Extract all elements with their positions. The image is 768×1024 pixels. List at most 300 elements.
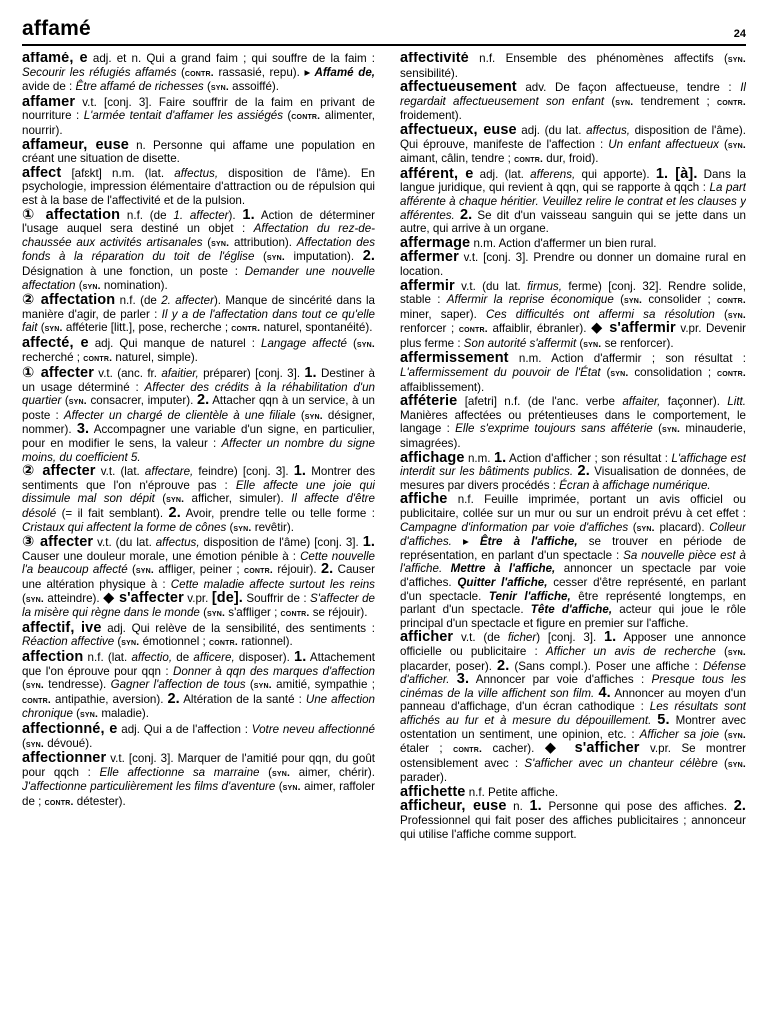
italic-example: Litt. [727,395,746,409]
definition-text: minauderie, simagrées). [400,422,746,451]
italic-example: Son autorité s'affermit [463,336,577,350]
italic-example: affectare, [144,465,194,479]
definition-text: se réjouir). [309,606,368,620]
italic-example: Sa nouvelle pièce est à l'affiche. [400,548,746,576]
usage-abbrev: syn. [661,424,681,436]
definition-text: v.t. (du lat. [93,536,156,550]
entry-headword: affamer [22,93,76,110]
entry-headword: affectueux, euse [400,121,517,138]
definition-text: adj. Qui relève de la sensibilité, des sentiments : [101,621,375,635]
definition-text: [afetri] n.f. (de l'anc. verbe [457,395,623,409]
definition-text: adj. (lat. [473,167,531,181]
definition-text: placard). [654,520,710,534]
definition-text: placarder, poser). [400,659,498,673]
definition-text: ( [203,80,211,94]
definition-text: ( [176,65,185,79]
bold-text: 3. [456,671,470,688]
definition-text: ). Manque de sincérité dans la manière d'agir, de parler : [22,294,375,321]
definition-text: aimer, chérir). [290,765,375,779]
usage-abbrev: syn. [80,709,99,721]
definition-text: ( [22,736,26,750]
definition-text: n.f. Ensemble des phénomènes affectifs ( [468,52,728,65]
usage-abbrev: contr. [280,608,310,620]
definition-text: détester). [73,794,126,808]
italic-example: L'affermissement du pouvoir de l'État [400,366,601,380]
usage-abbrev: contr. [231,323,261,335]
usage-abbrev: contr. [291,111,321,123]
italic-example: Langage affecté [261,336,347,350]
bold-text: 1. [304,365,317,382]
usage-abbrev: syn. [271,767,291,779]
definition-text: Professionnel qui fait poser des affiches publicitaires ; annonceur qui utilise l'affiche comme support. [400,814,746,841]
definition-text: v.t. (du lat. [454,279,528,293]
definition-text: ( [347,336,357,350]
left-column [22,52,375,1008]
definition-text [442,562,451,575]
definition-text: adv. De façon affectueuse, tendre : [516,81,741,95]
definition-text: se trouver en période de représentation, en parlant d'un spectacle : [400,535,746,562]
definition-text: imputation). [284,250,363,264]
italic-example: Affermir la reprise économique [446,293,614,307]
dictionary-entry [400,251,746,278]
bold-text: ◆ s'affermir [591,320,676,337]
entry-headword: affermissement [400,350,509,367]
definition-text: ( [613,293,624,307]
entry-headword: affermage [400,234,471,251]
usage-abbrev: contr. [717,96,746,108]
bold-italic-phrase: ▸ Être à l'affiche, [462,535,578,549]
definition-text: Action d'afficher ; son résultat : [506,451,672,465]
italic-example: Affecter un nombre du signe moins, du coefficient 5. [22,437,375,464]
definition-text: de [172,650,194,664]
definition-text: ( [283,109,292,123]
definition-text: se renforcer). [601,336,674,350]
definition-text: aimant, câlin, tendre ; [400,152,515,166]
bold-text: 1. [604,629,617,646]
definition-text: Dans la langue juridique, qui revient à qqn, qui se rapporte à qqch : [400,167,746,195]
dictionary-entry [22,619,375,650]
usage-abbrev: syn. [266,252,285,264]
italic-example: S'afficher avec un chanteur célèbre [524,756,718,770]
bold-text: 1. [à]. [655,165,698,182]
definition-text: consolider ; [642,293,718,307]
definition-text: disposition de l'âme). En psychologie, impression élémentaire d'attraction ou de répulsion qui est à la base de l'affectivité et de la pulsion. [22,166,375,207]
definition-text: ( [254,250,267,264]
italic-example: Un enfant affectueux [608,137,719,151]
definition-text: atteindre). [43,591,104,605]
definition-text: ( [75,278,83,292]
italic-example: Donner à qqn des marques d'affection [172,664,375,678]
definition-text: ( [714,307,728,321]
bold-italic-phrase: Tenir l'affiche, [488,589,571,603]
dictionary-entry [400,395,746,450]
bold-text: [de]. [211,589,243,606]
usage-abbrev: contr. [717,368,746,380]
usage-abbrev: syn. [727,646,746,658]
italic-example: Réaction affective [22,635,115,649]
entry-headword: affichage [400,449,465,466]
usage-abbrev: syn. [727,729,746,741]
definition-text: n.f. (de [120,208,174,222]
entry-headword: affameur, euse [22,136,129,153]
definition-text: émotionnel ; [139,635,209,649]
definition-text: désigner, nommer). [22,408,375,437]
italic-example: L'armée tentait d'affamer les assiégés [83,109,284,123]
italic-example: Demander une nouvelle affectation [22,264,375,292]
usage-abbrev: contr. [514,154,544,166]
definition-text: ( [37,321,45,335]
definition-text: n.f. Petite affiche. [465,785,559,799]
definition-text: afficher, simuler). [184,492,292,506]
definition-text: Avoir, prendre telle ou telle forme : [180,507,375,520]
usage-abbrev: syn. [68,396,87,408]
usage-abbrev: contr. [83,353,113,365]
bold-text: 2. [167,690,180,707]
entry-headword: affect [22,164,62,181]
definition-text: amitié, sympathie ; [271,678,375,692]
italic-example: Ces difficultés ont affermi sa résolution [486,307,715,321]
definition-text: alimenter, nourrir). [22,109,375,137]
definition-text: ( [114,635,122,649]
entry-headword: afféterie [400,393,458,410]
definition-text: adj. Qui manque de naturel : [88,336,262,350]
entry-headword: affectif, ive [22,619,102,636]
usage-abbrev: syn. [253,680,272,692]
entry-headword: affiche [400,491,448,508]
bold-text: 2. [459,206,473,223]
definition-text: recherché ; [22,351,84,365]
definition-text: v.t. [conj. 3]. Faire souffrir de la faim en privant de nourriture : [22,95,375,123]
running-headword: affamé [22,17,91,40]
definition-text: n.m. Action d'affermer un bien rural. [470,236,657,250]
italic-example: Affectation du rez-de-chaussée aux activités artisanales [22,222,375,249]
definition-text: Annoncer par voie d'affiches : [469,673,652,687]
definition-text: n.f. Feuille imprimée, portant un avis officiel ou publicitaire, collée sur un mur ou sur un endroit prévu à cet effet : [400,493,746,520]
italic-example: Écran à affichage numérique. [559,478,711,492]
dictionary-entry [22,367,375,464]
definition-text: ( [72,707,81,721]
definition-text: affliger, peiner ; [153,563,244,577]
definition-text: adj. Qui a de l'affection : [117,722,252,736]
bold-text: 1. [529,798,542,815]
italic-example: ficher [507,631,537,645]
dictionary-entry [22,648,375,722]
definition-text: réjouir). [272,563,321,577]
italic-example: Campagne d'information par voie d'affiches [400,520,629,534]
bold-text: 1. [362,534,375,551]
definition-text: ( [628,520,637,534]
right-column [400,52,746,1008]
definition-text: façonner). [660,395,728,409]
definition-text: ). [228,208,243,222]
definition-text: ( [127,563,136,577]
definition-text: ( [295,408,305,422]
definition-text: n. [506,800,530,814]
italic-example: Colleur d'affiches. [400,520,746,549]
dictionary-entry [22,334,375,366]
usage-abbrev: syn. [727,54,746,65]
definition-text: adj. (du lat. [516,123,587,137]
usage-abbrev: contr. [717,295,746,307]
entry-headword: affermer [400,249,459,266]
italic-example: La part afférente à chaque héritier. Veuillez relire le contrat et les clauses y afférentes. [400,181,746,222]
italic-example: afficere, [193,650,235,664]
definition-text: ( [715,644,728,658]
usage-abbrev: syn. [282,782,301,794]
usage-abbrev: syn. [583,338,602,350]
italic-example: affectio, [131,650,173,664]
definition-text: v.pr. [183,591,212,605]
bold-italic-phrase: ▸ Affamé de, [304,65,375,79]
dictionary-entry [400,783,746,800]
bold-text: 2. [196,392,210,409]
bold-text: 3. [76,421,90,438]
definition-text: nomination). [100,278,168,292]
definition-text: ( [22,591,26,605]
entry-headword: afficheur, euse [400,798,507,815]
entry-headword: ③ affecter [22,534,94,551]
bold-text: 1. [293,463,307,480]
italic-example: Elle s'exprime toujours sans afféterie [455,422,653,436]
dictionary-entry [22,294,375,336]
entry-headword: ① affecter [22,365,94,382]
definition-text: Visualisation de données, de mesures par divers procédés : [400,465,746,492]
italic-example: Il affecte d'être désolé [22,492,375,520]
definition-text: v.pr. Devenir plus ferme : [400,322,746,350]
definition-text: antipathie, aversion). [50,692,168,706]
usage-abbrev: contr. [184,67,214,79]
italic-example: Affecter des crédits à la réhabilitation d'un quartier [22,380,375,408]
entry-headword: affection [22,648,84,665]
definition-text: [afɛkt] n.m. (lat. [61,166,175,180]
usage-abbrev: syn. [121,637,140,649]
definition-text: ( [61,394,69,408]
italic-example: Afficher sa joie [639,727,720,741]
definition-text: être représenté longtemps, en parlant d'un spectacle. [400,589,746,617]
italic-example: Cette maladie affecte surtout les reins [170,577,375,591]
definition-text: ( [202,235,212,249]
italic-example: J'affectionne particulièrement les films d'aventure [22,780,276,794]
dictionary-entry [22,465,375,535]
italic-example: Il regardait affectueusement son enfant [400,81,746,108]
definition-text: attribution). [229,235,297,249]
italic-example: L'affichage est interdit sur les bâtiments publics. [400,451,746,479]
definition-text: ( [245,678,254,692]
definition-text [449,673,456,686]
definition-text: ( [576,336,584,350]
definition-text: Montrer des sentiments que l'on n'éprouve pas : [22,465,375,492]
usage-abbrev: syn. [210,82,229,94]
definition-text: afféterie [litt.], pose, recherche ; [62,321,232,335]
entry-headword: affectionner [22,750,107,767]
dictionary-entry [400,52,746,80]
bold-italic-phrase: Mettre à l'affiche, [450,562,556,576]
definition-text: Action de déterminer l'usage auquel sera destiné un objet : [22,208,375,236]
dictionary-entry [22,536,375,621]
dictionary-entry [400,449,746,493]
italic-example: Presque tous les cinémas de la ville affichent son film. [400,673,746,700]
definition-text: cacher). [482,742,545,756]
definition-text: avide de : [22,80,76,94]
definition-text: consacrer, imputer). [86,394,197,408]
usage-abbrev: contr. [22,694,51,706]
usage-abbrev: contr. [453,744,483,756]
definition-text: ( [717,756,728,770]
definition-text: s'affliger ; [225,606,281,620]
entry-headword: ① affectation [22,206,121,223]
definition-text: affaiblir, ébranler). [487,322,592,336]
italic-example: Votre neveu affectionné [251,722,375,736]
bold-text: 2. [320,561,334,578]
definition-text: ( [199,606,207,620]
definition-text: ( [226,520,234,534]
bold-text: 4. [598,684,611,701]
definition-text: Personne qui pose des affiches. [541,800,734,814]
definition-text: Apposer une annonce officielle ou publicitaire : [400,631,746,658]
usage-abbrev: syn. [211,237,230,249]
usage-abbrev: syn. [25,738,44,750]
bold-italic-phrase: Quitter l'affiche, [457,575,548,589]
definition-text: (Sans compl.). Poser une affiche : [509,659,703,673]
entry-headword: affectivité [400,52,469,66]
entry-headword: affamé, e [22,52,88,66]
italic-example: afaitier, [161,367,199,381]
italic-example: Il y a de l'affectation dans tout ce qu'elle fait [22,307,375,335]
bold-text: ◆ s'afficher [544,740,640,757]
italic-example: Affectation des fonds à la réparation du toit de l'église [22,235,375,264]
usage-abbrev: syn. [233,522,252,534]
definition-text: Attachement que l'on éprouve pour qqn : [22,650,375,678]
definition-text: Causer une altération physique à : [22,563,375,591]
usage-abbrev: syn. [25,680,44,692]
definition-text: n.m. Action d'affermir ; son résultat : [508,352,746,366]
usage-abbrev: syn. [727,758,746,770]
entry-headword: affectueusement [400,79,517,96]
definition-text: n.f. (lat. [83,650,132,664]
italic-example: afferens, [530,167,576,181]
definition-text: disposition de l'âme) [conj. 3]. [199,536,363,550]
usage-abbrev: syn. [135,565,154,577]
italic-example: S'affecter de la misère qui règne dans le monde [22,591,375,620]
definition-text: affaiblissement). [400,380,485,394]
definition-text: ( [259,765,272,779]
dictionary-entry [22,206,375,294]
usage-abbrev: contr. [208,637,238,649]
italic-example: Gagner l'affection de tous [110,678,246,692]
usage-abbrev: syn. [615,96,634,108]
italic-example: affectus, [586,123,630,137]
usage-abbrev: syn. [25,593,44,605]
italic-example: Secourir les réfugiés affamés [22,65,177,79]
definition-text: préparer) [conj. 3]. [198,367,305,381]
italic-example: affectus, [155,536,200,550]
italic-example: 1. affecter [173,208,229,222]
definition-text: étaler ; [400,742,454,756]
definition-text: ( [275,780,283,794]
definition-text: v.pr. Se montrer ostensiblement avec : [400,742,746,770]
usage-abbrev: contr. [243,565,273,577]
italic-example: Cristaux qui affectent la forme de cônes [22,520,227,534]
definition-text: v.t. [conj. 3]. Marquer de l'amitié pour qqn, du goût pour qqch : [22,752,375,779]
definition-text: ( [652,422,662,436]
definition-text: miner, saper). [400,307,486,321]
dictionary-entry [400,277,746,352]
usage-abbrev: syn. [623,295,643,307]
definition-text: Désignation à une fonction, un poste : [22,264,245,278]
definition-text: annoncer un spectacle par voie d'affiches. [400,562,746,589]
definition-text: Attacher qqn à un service, à un poste : [22,394,375,422]
definition-text: cesser d'être représenté, en parlant d'un spectacle. [400,575,746,603]
dictionary-entry [400,121,746,167]
definition-text: n. Personne qui affame une population en créant une situation de disette. [22,138,375,166]
bold-text: ◆ s'affecter [103,589,184,606]
definition-text: tendresse). [43,678,111,692]
usage-abbrev: syn. [44,323,63,335]
dictionary-entry [22,752,375,809]
bold-text: 2. [733,798,746,815]
definition-text: ( [719,727,728,741]
italic-example: Affecter un chargé de clientèle à une filiale [63,408,296,422]
dictionary-entry [400,81,746,123]
definition-text: naturel, simple). [112,351,198,365]
bold-italic-phrase: Tête d'affiche, [530,603,613,617]
usage-abbrev: syn. [356,338,375,350]
italic-example: Une affection chronique [22,692,375,721]
definition-text: rassasié, repu). [213,65,305,79]
dictionary-entry [22,52,375,95]
italic-example: Elle affectionne sa marraine [99,765,260,779]
bold-text: 2. [168,505,181,521]
definition-text: naturel, spontanéité). [260,321,373,335]
entry-headword: afférent, e [400,165,474,182]
definition-text: dévoué). [43,736,93,750]
definition-text: Manières affectées ou prétentieuses dans le comportement, le langage : [400,408,746,436]
definition-text: disposer). [234,650,295,664]
italic-example: affectus, [174,166,219,180]
dictionary-entry [400,234,746,251]
definition-text: assoiffé). [228,80,279,94]
italic-example: Afficher un avis de recherche [545,644,716,658]
italic-example: 2. affecter [161,294,214,308]
italic-example: firmus, [527,279,562,293]
definition-text: ( [604,94,616,108]
definition-text: ( [154,492,167,506]
usage-abbrev: syn. [636,522,655,534]
dictionary-entry [22,93,375,138]
bold-text: 5. [657,711,670,728]
definition-text: n.m. [464,451,494,465]
definition-text: dur, froid). [543,152,599,166]
definition-text: disposition de l'âme). Qui éprouve, manifeste de l'affection : [400,123,746,151]
definition-text [452,535,463,548]
dictionary-entry [22,720,375,751]
entry-headword: affichette [400,783,466,800]
bold-text: 1. [493,449,507,466]
definition-text: Annoncer au moyen d'un panneau d'affichage, d'un écran cathodique : [400,686,746,714]
dictionary-entry [400,800,746,841]
definition-text: rationnel). [237,635,293,649]
definition-text: qui apporte). [575,167,656,181]
definition-text: revêtir). [251,520,294,534]
entry-headword: ② affectation [22,292,116,309]
definition-text: acteur qui joue le rôle principal d'un spectacle et figure en premier sur l'affiche. [400,603,746,630]
dictionary-entry [400,165,746,236]
page-header [22,14,746,46]
definition-text: renforcer ; [400,322,459,336]
usage-abbrev: contr. [458,324,488,336]
bold-text: 2. [577,463,590,480]
usage-abbrev: syn. [82,280,101,292]
